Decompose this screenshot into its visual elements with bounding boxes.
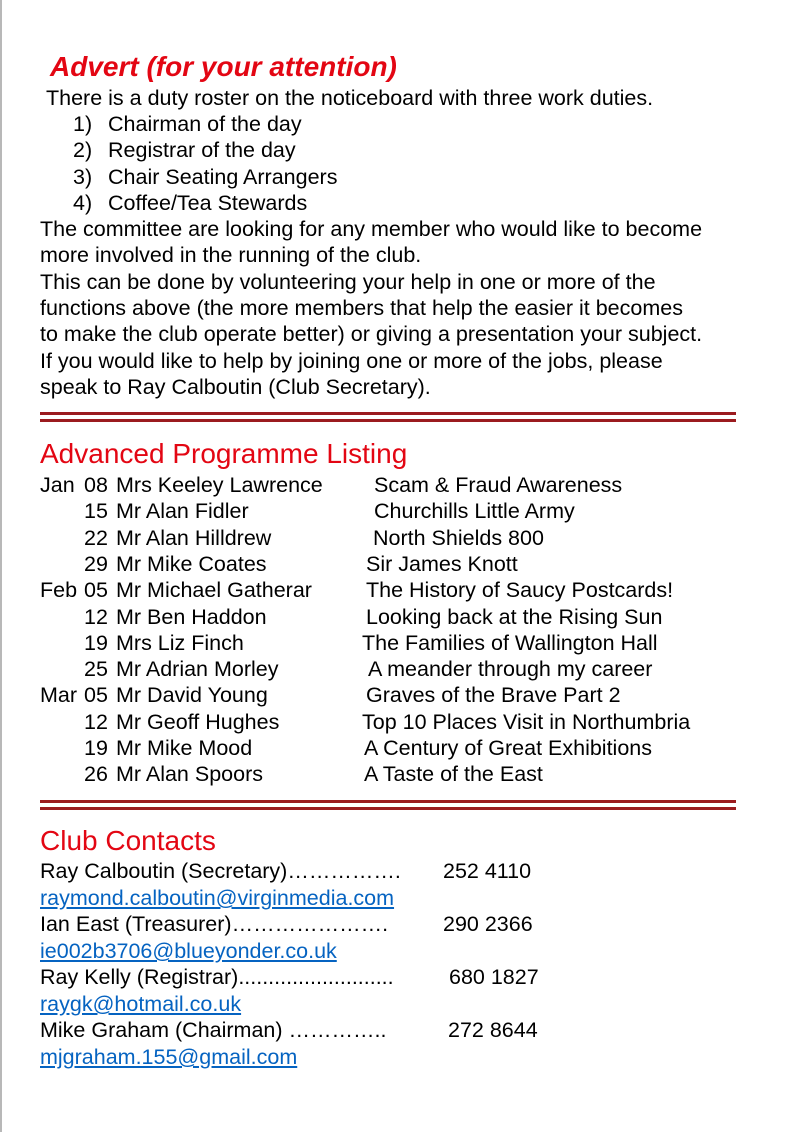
programme-title: Advanced Programme Listing	[40, 438, 408, 469]
programme-day: 12	[84, 604, 108, 629]
contact-phone: 680 1827	[449, 965, 539, 989]
programme-day: 19	[84, 630, 108, 655]
programme-topic: The Families of Wallington Hall	[362, 630, 658, 655]
programme-speaker: Mr Mike Coates	[116, 551, 267, 576]
advert-text-line: If you would like to help by joining one or more of the jobs, please	[40, 349, 663, 373]
duty-label: Chair Seating Arrangers	[108, 165, 338, 189]
section-divider	[40, 798, 736, 812]
contacts-title: Club Contacts	[40, 825, 216, 856]
advert-text-line: This can be done by volunteering your help in one or more of the	[40, 270, 656, 294]
programme-speaker: Mr Alan Fidler	[116, 499, 249, 524]
programme-day: 26	[84, 762, 108, 787]
programme-topic: North Shields 800	[373, 525, 544, 550]
duty-number: 1)	[73, 112, 93, 136]
contact-label: Ray Kelly (Registrar)..........................	[40, 965, 394, 989]
duty-label: Registrar of the day	[108, 138, 296, 162]
programme-row	[40, 735, 770, 761]
programme-row	[40, 577, 770, 603]
duty-item-4	[73, 190, 307, 216]
programme-row	[40, 656, 770, 682]
contact-email-link[interactable]: raymond.calboutin@virginmedia.com	[40, 886, 395, 910]
advert-text-line: functions above (the more members that help the easier it becomes	[40, 296, 683, 320]
programme-topic: Looking back at the Rising Sun	[366, 604, 663, 629]
programme-day: 05	[84, 683, 108, 708]
advert-text-line: more involved in the running of the club.	[40, 243, 422, 267]
programme-row	[40, 761, 770, 787]
advert-text-line: The committee are looking for any member who would like to become	[40, 217, 703, 241]
contact-email-link[interactable]: raygk@hotmail.co.uk	[40, 992, 242, 1016]
programme-topic: Top 10 Places Visit in Northumbria	[362, 709, 691, 734]
programme-topic: Churchills Little Army	[374, 499, 575, 524]
contact-label: Ian East (Treasurer)………………….	[40, 912, 389, 936]
section-divider	[40, 410, 736, 424]
advert-text-line: speak to Ray Calboutin (Club Secretary).	[40, 375, 431, 399]
programme-speaker: Mr Ben Haddon	[116, 604, 267, 629]
programme-speaker: Mr Adrian Morley	[116, 657, 279, 682]
duty-number: 4)	[73, 191, 93, 215]
programme-speaker: Mr Geoff Hughes	[116, 709, 280, 734]
contact-chairman	[40, 1017, 538, 1043]
programme-row	[40, 472, 770, 498]
programme-row	[40, 551, 770, 577]
programme-topic: Scam & Fraud Awareness	[374, 473, 623, 497]
programme-speaker: Mrs Liz Finch	[116, 630, 244, 655]
programme-month: Mar	[40, 683, 78, 708]
duty-item-1	[73, 111, 302, 137]
programme-topic: Graves of the Brave Part 2	[366, 683, 621, 708]
programme-day: 05	[84, 578, 108, 603]
programme-speaker: Mrs Keeley Lawrence	[116, 473, 323, 497]
programme-day: 08	[84, 473, 108, 497]
page-edge	[0, 0, 2, 1132]
programme-topic: The History of Saucy Postcards!	[366, 578, 674, 603]
contact-label: Mike Graham (Chairman) …………..	[40, 1018, 387, 1042]
contact-phone: 272 8644	[448, 1018, 538, 1042]
advert-text-line: to make the club operate better) or giving a presentation your subject.	[40, 322, 703, 346]
contact-phone: 290 2366	[443, 912, 533, 936]
advert-title: Advert (for your attention)	[50, 51, 397, 82]
contact-treasurer	[40, 911, 533, 937]
duty-number: 3)	[73, 165, 93, 189]
duty-item-3	[73, 164, 337, 190]
duty-label: Coffee/Tea Stewards	[108, 191, 308, 215]
duty-number: 2)	[73, 138, 93, 162]
programme-day: 12	[84, 709, 108, 734]
programme-topic: A Taste of the East	[364, 762, 543, 787]
programme-speaker: Mr Mike Mood	[116, 736, 253, 760]
programme-speaker: Mr David Young	[116, 683, 268, 708]
programme-day: 25	[84, 657, 108, 682]
programme-day: 19	[84, 736, 108, 760]
programme-topic: Sir James Knott	[366, 551, 518, 576]
programme-row	[40, 682, 770, 708]
contact-email-link[interactable]: ie002b3706@blueyonder.co.uk	[40, 939, 337, 963]
programme-row	[40, 525, 770, 551]
programme-speaker: Mr Alan Spoors	[116, 762, 263, 787]
contact-label: Ray Calboutin (Secretary)…………….	[40, 859, 401, 883]
programme-row	[40, 498, 770, 524]
programme-month: Feb	[40, 578, 78, 603]
advert-intro: There is a duty roster on the noticeboard with three work duties.	[46, 86, 654, 110]
programme-speaker: Mr Alan Hilldrew	[116, 525, 272, 550]
contact-phone: 252 4110	[443, 859, 532, 883]
programme-topic: A Century of Great Exhibitions	[364, 736, 653, 760]
contact-registrar	[40, 964, 539, 990]
contact-secretary	[40, 858, 532, 884]
programme-topic: A meander through my career	[368, 657, 653, 682]
programme-month: Jan	[40, 473, 75, 497]
duty-label: Chairman of the day	[108, 112, 302, 136]
contact-email-link[interactable]: mjgraham.155@gmail.com	[40, 1045, 298, 1069]
duty-item-2	[73, 137, 296, 163]
programme-row	[40, 630, 770, 656]
programme-day: 22	[84, 525, 108, 550]
programme-day: 15	[84, 499, 108, 524]
programme-row	[40, 709, 770, 735]
programme-day: 29	[84, 551, 108, 576]
programme-row	[40, 604, 770, 630]
programme-speaker: Mr Michael Gatherar	[116, 578, 312, 603]
